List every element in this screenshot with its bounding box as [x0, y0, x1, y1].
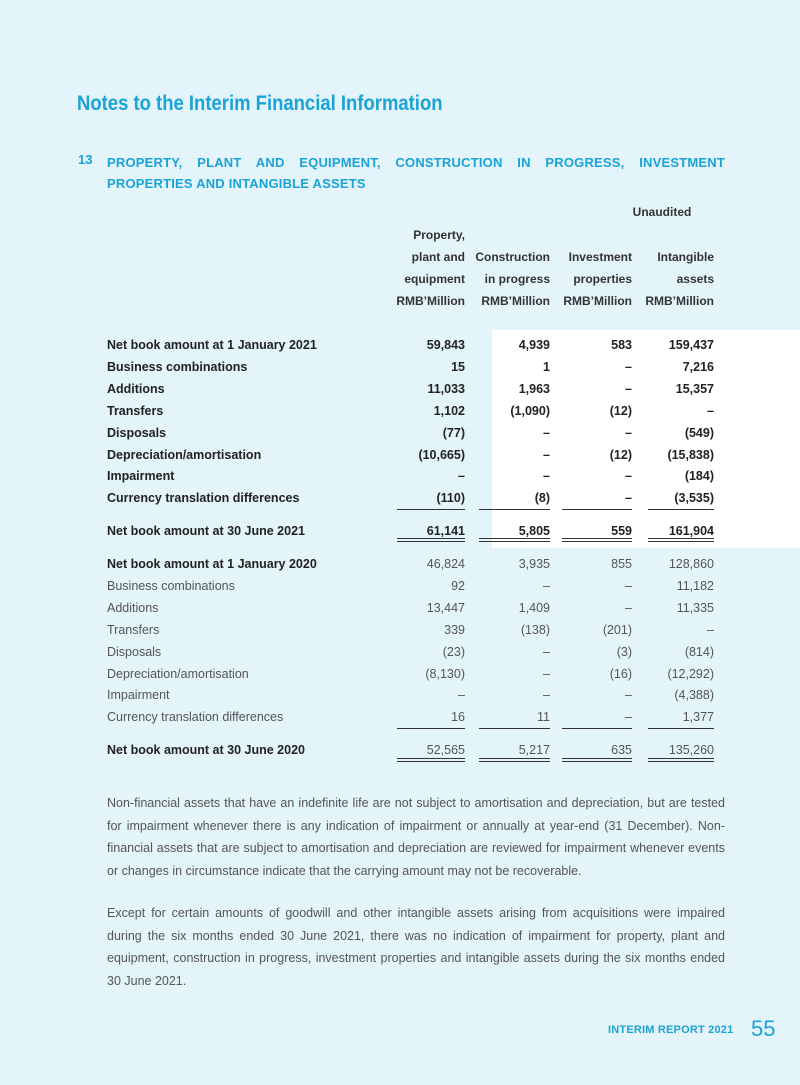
column-header-line: Property, [413, 228, 465, 242]
row-value: 52,565 [426, 743, 465, 757]
column-header-line: RMB’Million [396, 294, 465, 308]
row-label: Net book amount at 30 June 2020 [107, 743, 305, 757]
table-row [107, 575, 725, 597]
total-double-rule [648, 538, 714, 542]
row-value: (12) [609, 403, 632, 418]
row-value: – [625, 688, 632, 703]
row-value: – [625, 710, 632, 725]
table-row [107, 378, 725, 400]
subtotal-rule [648, 728, 714, 729]
row-value: (8,130) [425, 666, 465, 681]
row-value: 1 [543, 359, 550, 374]
row-value: 11,182 [676, 578, 714, 593]
row-value: (10,665) [418, 447, 465, 462]
subtotal-rule [648, 509, 714, 510]
row-value: 135,260 [668, 743, 714, 757]
total-double-rule [397, 538, 465, 542]
row-label: Net book amount at 30 June 2021 [107, 524, 305, 538]
row-value: (110) [436, 491, 465, 506]
column-header-line: in progress [484, 272, 550, 286]
row-value: – [625, 578, 632, 593]
row-value: (77) [442, 425, 465, 440]
row-value: 16 [451, 710, 465, 725]
section-title: PROPERTY, PLANT AND EQUIPMENT, CONSTRUCTION IN PROGRESS, INVESTMENT PROPERTIES AND INTANGIBLE ASSETS [107, 155, 725, 191]
column-header-cip [475, 246, 550, 312]
table-row [107, 663, 725, 685]
table-row [107, 400, 725, 422]
subtotal-rule [479, 728, 550, 729]
row-value: – [543, 688, 550, 703]
paragraph-impairment-note: Except for certain amounts of goodwill and other intangible assets arising from acquisitions were impaired during the six months ended 30 June 2021, there was no indication of impairment for property, plant and equipment, construction in progress, investment properties and intangible assets during the six months ended 30 June 2021. [107, 906, 725, 988]
row-value: – [543, 644, 550, 659]
table-row [107, 597, 725, 619]
row-value: 59,843 [426, 338, 465, 352]
subtotal-rule [397, 728, 465, 729]
row-label: Disposals [107, 425, 167, 440]
column-header-line: RMB’Million [645, 294, 714, 308]
row-value: – [458, 688, 465, 703]
row-label: Currency translation differences [107, 710, 284, 725]
table-row [107, 706, 725, 728]
table-row [107, 487, 725, 509]
table-row [107, 356, 725, 378]
row-value: (23) [442, 644, 465, 659]
column-header-line: plant and [411, 250, 465, 264]
subtotal-rule [479, 509, 550, 510]
table-row [107, 684, 725, 706]
row-label: Depreciation/amortisation [107, 666, 249, 681]
row-value: (184) [684, 469, 714, 484]
row-value: (549) [684, 425, 714, 440]
row-value: – [543, 666, 550, 681]
row-value: 11 [537, 710, 550, 725]
row-value: (138) [520, 622, 550, 637]
row-label: Depreciation/amortisation [107, 447, 262, 462]
row-value: 1,963 [518, 381, 550, 396]
total-double-rule [397, 758, 465, 762]
row-value: (12,292) [667, 666, 714, 681]
row-label: Disposals [107, 644, 162, 659]
row-value: – [543, 578, 550, 593]
total-double-rule [562, 538, 632, 542]
footer-report-label: INTERIM REPORT 2021 [608, 1024, 734, 1036]
section-number: 13 [78, 152, 93, 167]
row-value: (16) [609, 666, 632, 681]
row-value: 161,904 [668, 524, 714, 538]
table-row [107, 641, 725, 663]
row-value: (1,090) [510, 403, 550, 418]
row-value: – [625, 491, 632, 506]
row-value: 1,102 [433, 403, 465, 418]
row-value: – [543, 469, 550, 484]
row-value: – [625, 600, 632, 615]
unaudited-header: Unaudited [632, 205, 692, 219]
row-value: (814) [684, 644, 714, 659]
column-header-line: Intangible [657, 250, 714, 264]
row-value: (201) [602, 622, 632, 637]
row-label: Net book amount at 1 January 2021 [107, 338, 317, 352]
total-double-rule [479, 538, 550, 542]
row-label: Net book amount at 1 January 2020 [107, 557, 317, 571]
row-value: 1,409 [518, 600, 550, 615]
row-value: 3,935 [518, 557, 550, 571]
total-double-rule [562, 758, 632, 762]
row-value: 46,824 [426, 557, 465, 571]
row-value: – [458, 469, 465, 484]
page-title: Notes to the Interim Financial Information [77, 92, 443, 115]
row-value: 583 [611, 338, 632, 352]
row-value: – [625, 359, 632, 374]
column-header-line: properties [573, 272, 632, 286]
row-value: (3,535) [674, 491, 714, 506]
row-label: Additions [107, 381, 165, 396]
total-double-rule [648, 758, 714, 762]
row-value: 1,377 [682, 710, 714, 725]
row-value: 11,335 [676, 600, 714, 615]
paragraph-impairment-policy: Non-financial assets that have an indefinite life are not subject to amortisation and depreciation, but are tested for impairment whenever there is any indication of impairment or annually at year-end (31 December). Non-financial assets that are subject to amortisation and depreciation are reviewed for impairment whenever events or changes in circumstance indicate that the carrying amount may not be recoverable. [107, 796, 725, 878]
table-row [107, 334, 725, 356]
row-value: 15,357 [675, 381, 714, 396]
column-header-line: RMB’Million [481, 294, 550, 308]
subtotal-rule [562, 728, 632, 729]
row-value: 855 [611, 557, 632, 571]
row-value: – [625, 469, 632, 484]
column-header-investment [563, 246, 632, 312]
row-label: Transfers [107, 403, 164, 418]
row-label: Business combinations [107, 359, 248, 374]
row-value: 92 [451, 578, 465, 593]
column-header-line: Construction [475, 250, 550, 264]
total-double-rule [479, 758, 550, 762]
row-value: 13,447 [426, 600, 465, 615]
row-label: Transfers [107, 622, 160, 637]
row-value: 7,216 [682, 359, 714, 374]
row-label: Additions [107, 600, 159, 615]
row-value: 159,437 [668, 338, 714, 352]
row-value: (8) [534, 491, 550, 506]
row-value: (3) [616, 644, 632, 659]
page-number: 55 [751, 1016, 776, 1041]
row-value: (4,388) [674, 688, 714, 703]
row-value: 61,141 [426, 524, 465, 538]
row-value: – [625, 381, 632, 396]
row-value: 11,033 [427, 381, 465, 396]
row-label: Impairment [107, 688, 170, 703]
column-header-ppe [396, 224, 465, 312]
row-value: 4,939 [518, 338, 550, 352]
row-value: 128,860 [668, 557, 714, 571]
row-value: 5,217 [518, 743, 550, 757]
table-row [107, 422, 725, 444]
row-value: – [707, 622, 714, 637]
row-label: Currency translation differences [107, 491, 300, 506]
subtotal-rule [562, 509, 632, 510]
row-value: 559 [611, 524, 632, 538]
column-header-intangible [645, 246, 714, 312]
column-header-line: RMB’Million [563, 294, 632, 308]
table-row [107, 444, 725, 466]
table-row [107, 465, 725, 487]
row-value: 15 [451, 359, 465, 374]
row-value: – [707, 403, 714, 418]
column-header-line: Investment [568, 250, 632, 264]
row-label: Impairment [107, 469, 175, 484]
row-value: (12) [609, 447, 632, 462]
column-header-line: assets [676, 272, 714, 286]
row-label: Business combinations [107, 578, 235, 593]
row-value: 635 [611, 743, 632, 757]
row-value: 5,805 [518, 524, 550, 538]
row-value: 339 [444, 622, 465, 637]
subtotal-rule [397, 509, 465, 510]
table-row [107, 619, 725, 641]
row-value: – [543, 447, 550, 462]
column-header-line: equipment [404, 272, 465, 286]
table-row [107, 553, 725, 575]
row-value: – [625, 425, 632, 440]
row-value: (15,838) [667, 447, 714, 462]
row-value: – [543, 425, 550, 440]
